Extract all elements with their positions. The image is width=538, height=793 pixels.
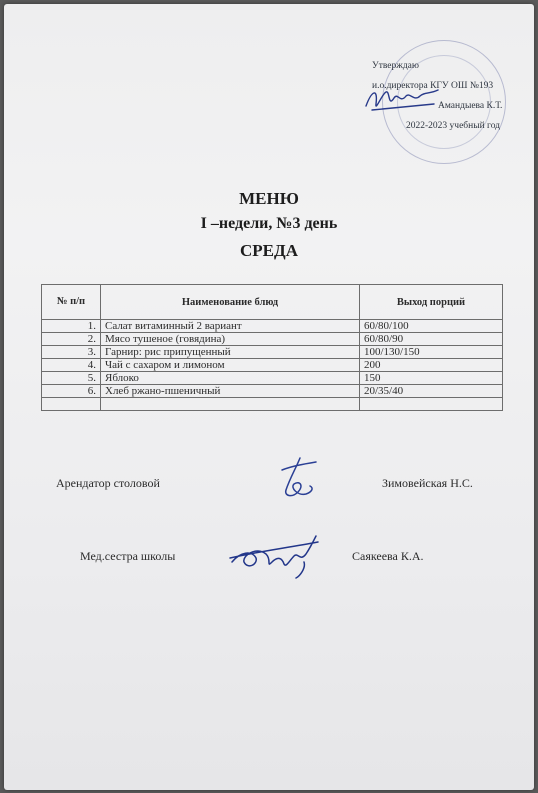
table-header-row [42,285,503,320]
row-name: Гарнир: рис припущенный [101,346,360,359]
row-output-empty [360,398,503,411]
page-title: МЕНЮ [239,189,299,208]
director-signature [362,84,442,118]
row-num: 1. [42,320,101,333]
approval-line-2: и.о.директора КГУ ОШ №193 [372,81,494,91]
tenant-role: Арендатор столовой [56,476,160,490]
row-output: 200 [360,359,503,372]
page-subtitle: I –недели, №3 день [200,215,338,232]
row-output: 100/130/150 [360,346,503,359]
row-name: Яблоко [101,372,360,385]
table-row [42,320,503,333]
approval-line-3: Амандыева К.Т. [438,101,503,111]
row-name: Салат витаминный 2 вариант [101,320,360,333]
row-name: Хлеб ржано-пшеничный [101,385,360,398]
header-output: Выход порций [360,285,503,320]
row-output: 20/35/40 [360,385,503,398]
document-page [4,4,534,790]
approval-line-4: 2022-2023 учебный год [406,121,501,131]
table-row [42,346,503,359]
row-num: 6. [42,385,101,398]
tenant-name: Зимовейская Н.С. [382,476,473,490]
table-row [42,385,503,398]
menu-table [41,284,503,411]
row-num: 3. [42,346,101,359]
row-output: 150 [360,372,503,385]
table-row [42,372,503,385]
tenant-signature [274,456,324,502]
row-num-empty [42,398,101,411]
approval-line-1: Утверждаю [372,61,419,71]
day-title: СРЕДА [240,241,298,260]
nurse-name: Саякеева К.А. [352,549,424,563]
header-name: Наименование блюд [101,285,360,320]
row-num: 5. [42,372,101,385]
row-num: 4. [42,359,101,372]
row-name: Мясо тушеное (говядина) [101,333,360,346]
header-num: № п/п [42,285,101,320]
row-output: 60/80/100 [360,320,503,333]
nurse-role: Мед.сестра школы [80,549,176,563]
table-row-empty [42,398,503,411]
table-row [42,359,503,372]
row-name-empty [101,398,360,411]
row-name: Чай с сахаром и лимоном [101,359,360,372]
table-row [42,333,503,346]
row-output: 60/80/90 [360,333,503,346]
nurse-signature [226,532,326,580]
row-num: 2. [42,333,101,346]
